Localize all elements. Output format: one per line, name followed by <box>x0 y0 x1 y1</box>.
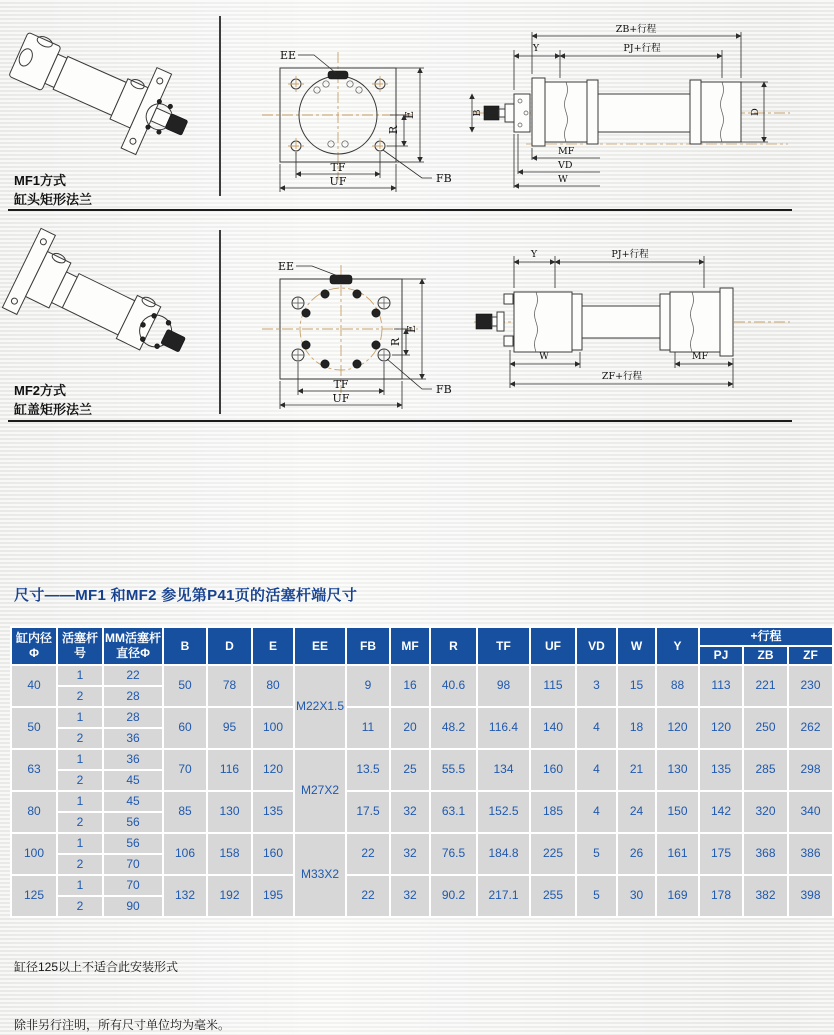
cell-tf: 184.8 <box>477 833 530 875</box>
cell-zf: 262 <box>788 707 833 749</box>
table-row <box>11 791 833 812</box>
cell-zf: 398 <box>788 875 833 917</box>
cell-d: 78 <box>207 665 252 707</box>
cell-uf: 160 <box>530 749 576 791</box>
cell-rod-mm: 22 <box>103 665 163 686</box>
cell-b: 106 <box>163 833 207 875</box>
cell-rod-no: 2 <box>57 896 103 917</box>
cell-b: 85 <box>163 791 207 833</box>
page-title: 尺寸——MF1 和MF2 参见第P41页的活塞杆端尺寸 <box>14 587 358 604</box>
header-vd: VD <box>576 627 617 665</box>
header-pj: PJ <box>699 646 743 665</box>
mf1-dim-pj: PJ+行程 <box>623 43 661 54</box>
mf2-title: MF2方式 <box>14 383 67 398</box>
cell-e: 135 <box>252 791 294 833</box>
cell-mf: 20 <box>390 707 430 749</box>
cell-y: 150 <box>656 791 699 833</box>
mf1-isometric-drawing <box>8 14 214 172</box>
header-rod: 活塞杆号 <box>57 627 103 665</box>
mf2-subtitle: 缸盖矩形法兰 <box>14 401 93 417</box>
cell-w: 30 <box>617 875 656 917</box>
cell-e: 80 <box>252 665 294 707</box>
cell-fb: 22 <box>346 875 390 917</box>
cell-rod-no: 1 <box>57 833 103 854</box>
mf2-isometric-drawing <box>8 228 214 390</box>
header-tf: TF <box>477 627 530 665</box>
mf1-dim-mf: MF <box>558 146 575 157</box>
cell-rod-no: 2 <box>57 686 103 707</box>
cell-pj: 113 <box>699 665 743 707</box>
cell-pj: 175 <box>699 833 743 875</box>
mf2-dim-pj: PJ+行程 <box>611 249 649 260</box>
cell-w: 26 <box>617 833 656 875</box>
cell-rod-no: 2 <box>57 854 103 875</box>
cell-b: 60 <box>163 707 207 749</box>
cell-d: 116 <box>207 749 252 791</box>
header-fb: FB <box>346 627 390 665</box>
cell-rod-no: 1 <box>57 791 103 812</box>
mf1-label <box>14 172 92 210</box>
table-row <box>11 833 833 854</box>
cell-rod-no: 2 <box>57 812 103 833</box>
cell-bore: 50 <box>11 707 57 749</box>
mf1-dim-tf: TF <box>330 161 346 174</box>
cell-d: 192 <box>207 875 252 917</box>
cell-vd: 5 <box>576 833 617 875</box>
cell-uf: 225 <box>530 833 576 875</box>
mf2-dim-w: W <box>539 351 549 362</box>
cell-y: 161 <box>656 833 699 875</box>
cell-rod-no: 1 <box>57 749 103 770</box>
mf1-dim-b: B <box>472 109 483 117</box>
cell-zb: 221 <box>743 665 788 707</box>
cell-d: 158 <box>207 833 252 875</box>
cell-zb: 382 <box>743 875 788 917</box>
cell-fb: 22 <box>346 833 390 875</box>
cell-mf: 32 <box>390 791 430 833</box>
header-uf: UF <box>530 627 576 665</box>
cell-vd: 4 <box>576 707 617 749</box>
cell-pj: 142 <box>699 791 743 833</box>
cell-rod-mm: 28 <box>103 707 163 728</box>
mf1-dim-e: E <box>403 110 416 120</box>
cell-y: 169 <box>656 875 699 917</box>
cell-tf: 134 <box>477 749 530 791</box>
header-mm: MM活塞杆直径Φ <box>103 627 163 665</box>
cell-mf: 32 <box>390 833 430 875</box>
cell-rod-mm: 28 <box>103 686 163 707</box>
cell-tf: 217.1 <box>477 875 530 917</box>
cell-w: 18 <box>617 707 656 749</box>
cell-d: 95 <box>207 707 252 749</box>
cell-rod-no: 2 <box>57 728 103 749</box>
header-mf: MF <box>390 627 430 665</box>
cell-e: 195 <box>252 875 294 917</box>
cell-vd: 5 <box>576 875 617 917</box>
cell-ee: M33X2 <box>294 833 346 917</box>
mf1-dim-zb: ZB+行程 <box>615 24 657 35</box>
table-row <box>11 707 833 728</box>
mf1-subtitle: 缸头矩形法兰 <box>14 191 93 207</box>
mf2-side-view-drawing <box>470 238 795 403</box>
cell-r: 63.1 <box>430 791 477 833</box>
cell-rod-no: 1 <box>57 665 103 686</box>
cell-pj: 178 <box>699 875 743 917</box>
dimension-table <box>10 626 834 918</box>
cell-mf: 32 <box>390 875 430 917</box>
mf2-front-view-drawing <box>250 243 470 415</box>
cell-r: 76.5 <box>430 833 477 875</box>
cell-bore: 100 <box>11 833 57 875</box>
mf1-side-view-drawing <box>470 20 795 195</box>
table-row <box>11 875 833 896</box>
cell-rod-mm: 70 <box>103 854 163 875</box>
footer-note: 除非另行注明，所有尺寸单位均为毫米。 <box>14 1018 231 1032</box>
table-row <box>11 665 833 686</box>
cell-bore: 125 <box>11 875 57 917</box>
mf2-dim-ee: EE <box>277 260 294 273</box>
mf1-dim-fb: FB <box>436 172 452 185</box>
cell-rod-mm: 45 <box>103 770 163 791</box>
mf2-dim-mf: MF <box>691 351 709 362</box>
header-y: Y <box>656 627 699 665</box>
header-b: B <box>163 627 207 665</box>
cell-b: 50 <box>163 665 207 707</box>
header-stroke-group: +行程 <box>699 627 833 646</box>
cell-w: 21 <box>617 749 656 791</box>
cell-uf: 185 <box>530 791 576 833</box>
header-e: E <box>252 627 294 665</box>
cell-zf: 340 <box>788 791 833 833</box>
cell-rod-no: 1 <box>57 875 103 896</box>
cell-zf: 298 <box>788 749 833 791</box>
cell-uf: 255 <box>530 875 576 917</box>
cell-pj: 135 <box>699 749 743 791</box>
mf2-dim-e: E <box>405 324 418 334</box>
cell-b: 132 <box>163 875 207 917</box>
cell-w: 15 <box>617 665 656 707</box>
mf2-label <box>14 382 92 420</box>
cell-fb: 11 <box>346 707 390 749</box>
cell-r: 55.5 <box>430 749 477 791</box>
mf2-dim-zf: ZF+行程 <box>601 371 643 382</box>
header-zf: ZF <box>788 646 833 665</box>
header-w: W <box>617 627 656 665</box>
cell-mf: 16 <box>390 665 430 707</box>
mf2-dim-tf: TF <box>333 378 349 391</box>
mf1-front-view-drawing <box>250 28 470 205</box>
cell-mf: 25 <box>390 749 430 791</box>
cell-bore: 80 <box>11 791 57 833</box>
cell-rod-no: 1 <box>57 707 103 728</box>
cell-y: 88 <box>656 665 699 707</box>
cell-pj: 120 <box>699 707 743 749</box>
table-note: 缸径125以上不适合此安装形式 <box>14 960 179 974</box>
cell-tf: 152.5 <box>477 791 530 833</box>
cell-d: 130 <box>207 791 252 833</box>
mf2-dim-y: Y <box>530 249 538 260</box>
cell-vd: 4 <box>576 791 617 833</box>
header-zb: ZB <box>743 646 788 665</box>
section-separator <box>8 420 792 422</box>
section-divider-vertical <box>219 230 221 414</box>
cell-fb: 9 <box>346 665 390 707</box>
header-bore: 缸内径 Φ <box>11 627 57 665</box>
mf2-dim-uf: UF <box>332 392 350 405</box>
cell-y: 120 <box>656 707 699 749</box>
cell-zb: 368 <box>743 833 788 875</box>
cell-y: 130 <box>656 749 699 791</box>
mf1-dim-r: R <box>387 125 400 135</box>
cell-tf: 116.4 <box>477 707 530 749</box>
mf1-dim-w: W <box>558 174 568 185</box>
cell-zf: 386 <box>788 833 833 875</box>
cell-vd: 3 <box>576 665 617 707</box>
header-d: D <box>207 627 252 665</box>
cell-zb: 285 <box>743 749 788 791</box>
mf1-dim-vd: VD <box>558 160 573 171</box>
cell-rod-mm: 90 <box>103 896 163 917</box>
cell-r: 90.2 <box>430 875 477 917</box>
cell-b: 70 <box>163 749 207 791</box>
mf1-dim-ee: EE <box>279 49 296 62</box>
cell-ee: M27X2 <box>294 749 346 833</box>
cell-rod-mm: 36 <box>103 728 163 749</box>
cell-bore: 40 <box>11 665 57 707</box>
section-divider-vertical <box>219 16 221 196</box>
cell-rod-mm: 36 <box>103 749 163 770</box>
cell-zb: 250 <box>743 707 788 749</box>
mf2-dim-r: R <box>389 337 402 347</box>
mf1-dim-d: D <box>750 108 761 116</box>
cell-zf: 230 <box>788 665 833 707</box>
cell-bore: 63 <box>11 749 57 791</box>
cell-w: 24 <box>617 791 656 833</box>
table-row <box>11 749 833 770</box>
cell-e: 100 <box>252 707 294 749</box>
mf2-dim-fb: FB <box>436 383 452 396</box>
cell-uf: 140 <box>530 707 576 749</box>
cell-fb: 13.5 <box>346 749 390 791</box>
cell-r: 40.6 <box>430 665 477 707</box>
cell-tf: 98 <box>477 665 530 707</box>
cell-rod-mm: 56 <box>103 812 163 833</box>
cell-rod-mm: 56 <box>103 833 163 854</box>
cell-fb: 17.5 <box>346 791 390 833</box>
cell-uf: 115 <box>530 665 576 707</box>
cell-vd: 4 <box>576 749 617 791</box>
cell-e: 120 <box>252 749 294 791</box>
header-ee: EE <box>294 627 346 665</box>
cell-e: 160 <box>252 833 294 875</box>
cell-r: 48.2 <box>430 707 477 749</box>
section-separator <box>8 209 792 211</box>
cell-ee: M22X1.5 <box>294 665 346 749</box>
cell-zb: 320 <box>743 791 788 833</box>
cell-rod-no: 2 <box>57 770 103 791</box>
cell-rod-mm: 45 <box>103 791 163 812</box>
mf1-dim-uf: UF <box>329 175 347 188</box>
header-r: R <box>430 627 477 665</box>
mf1-title: MF1方式 <box>14 173 67 188</box>
mf1-dim-y: Y <box>532 43 540 54</box>
cell-rod-mm: 70 <box>103 875 163 896</box>
